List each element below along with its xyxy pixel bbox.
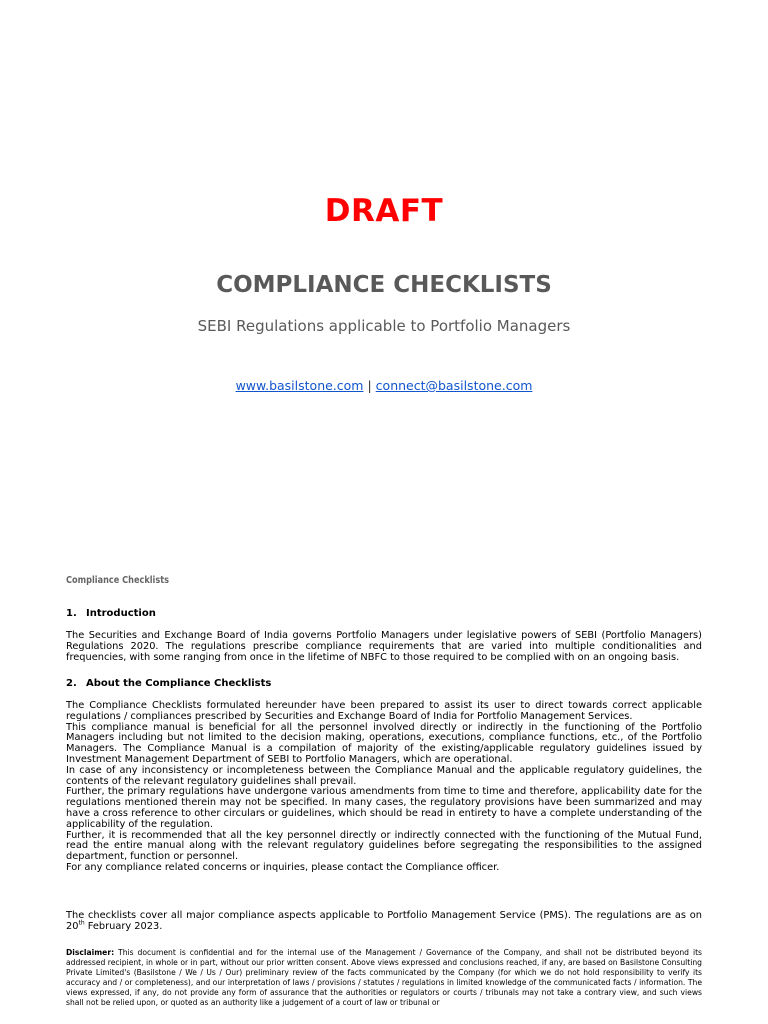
section-number: 1. bbox=[66, 608, 77, 619]
paragraph: This compliance manual is beneficial for all the personnel involved directly or indirectly in the functioning of the Portfolio Managers including but not limited to the decision making, operations, executions, compliance functions, etc., of the Portfolio Managers. The Compliance Manual is a compilation of majority of the existing/applicable regulatory guidelines issued by Investment Management Department of SEBI to Portfolio Managers, which are operational. bbox=[66, 721, 702, 765]
running-header: Compliance Checklists bbox=[66, 575, 169, 586]
draft-label: DRAFT bbox=[324, 193, 444, 229]
coverage-paragraph bbox=[66, 911, 702, 933]
section-heading-about bbox=[66, 678, 702, 689]
about-paragraphs bbox=[66, 701, 702, 874]
paragraph: For any compliance related concerns or inquiries, please contact the Compliance officer. bbox=[66, 861, 500, 873]
website-link[interactable]: www.basilstone.com bbox=[235, 378, 364, 393]
disclaimer-text: This document is confidential and for the internal use of the Management / Governance of the Company, and shall not be distributed beyond its addressed recipient, in whole or in part, without our prior written consent. Above views expressed and conclusions reached, if any, are based on Basilstone Consulting Private Limited's (Basilstone / We / Us / Our) preliminary review of the facts communicated by the Company (for which we do not hold responsibility to verify its accuracy and / or completeness), and our interpretation of laws / provisions / statutes / regulations in limited knowledge of the communicated facts / information. The views expressed, if any, do not provide any form of assurance that the authorities or regulators or courts / tribunals may not take a contrary view, and such views shall not be relied upon, or quoted as an authority like a judgement of a court of law or tribunal or bbox=[66, 948, 702, 1007]
ordinal-suffix: th bbox=[78, 919, 85, 927]
email-link[interactable]: connect@basilstone.com bbox=[375, 378, 533, 393]
disclaimer bbox=[66, 948, 702, 1008]
document-subtitle: SEBI Regulations applicable to Portfolio Managers bbox=[197, 317, 571, 335]
section-number: 2. bbox=[66, 678, 77, 689]
paragraph: Further, it is recommended that all the key personnel directly or indirectly connected with the functioning of the Mutual Fund, read the entire manual along with the relevant regulatory guidelines before segregating the responsibilities to the assigned department, function or personnel. bbox=[66, 829, 702, 863]
coverage-date: February 2023. bbox=[84, 920, 163, 932]
coverage-text: The checklists cover all major compliance aspects applicable to Portfolio Management Service (PMS). The regulations are as on 20 bbox=[66, 910, 702, 932]
paragraph: Further, the primary regulations have undergone various amendments from time to time and therefore, applicability date for the regulations mentioned therein may not be specified. In many cases, the regulatory provisions have been summarized and may have a cross reference to other circulars or guidelines, which should be read in entirety to have a complete understanding of the applicability of the regulation. bbox=[66, 786, 702, 830]
disclaimer-label: Disclaimer: bbox=[66, 948, 115, 957]
section-title: About the Compliance Checklists bbox=[86, 678, 272, 689]
section-title: Introduction bbox=[86, 608, 156, 619]
paragraph: In case of any inconsistency or incompleteness between the Compliance Manual and the applicable regulatory guidelines, the contents of the relevant regulatory guidelines shall prevail. bbox=[66, 764, 702, 787]
section-heading-introduction bbox=[66, 608, 702, 619]
contact-links bbox=[0, 378, 768, 393]
paragraph: The Compliance Checklists formulated hereunder have been prepared to assist its user to direct towards correct applicable regulations / compliances prescribed by Securities and Exchange Board of India for Portfolio Management Services. bbox=[66, 700, 702, 722]
link-separator: | bbox=[367, 378, 372, 393]
paragraph: The Securities and Exchange Board of India governs Portfolio Managers under legislative powers of SEBI (Portfolio Managers) Regulations 2020. The regulations prescribe compliance requirements that are varied into multiple conditionalities and frequencies, with some ranging from once in the lifetime of NBFC to those required to be complied with on an ongoing basis. bbox=[66, 630, 702, 663]
introduction-paragraph bbox=[66, 631, 702, 663]
document-title: COMPLIANCE CHECKLISTS bbox=[216, 272, 552, 298]
